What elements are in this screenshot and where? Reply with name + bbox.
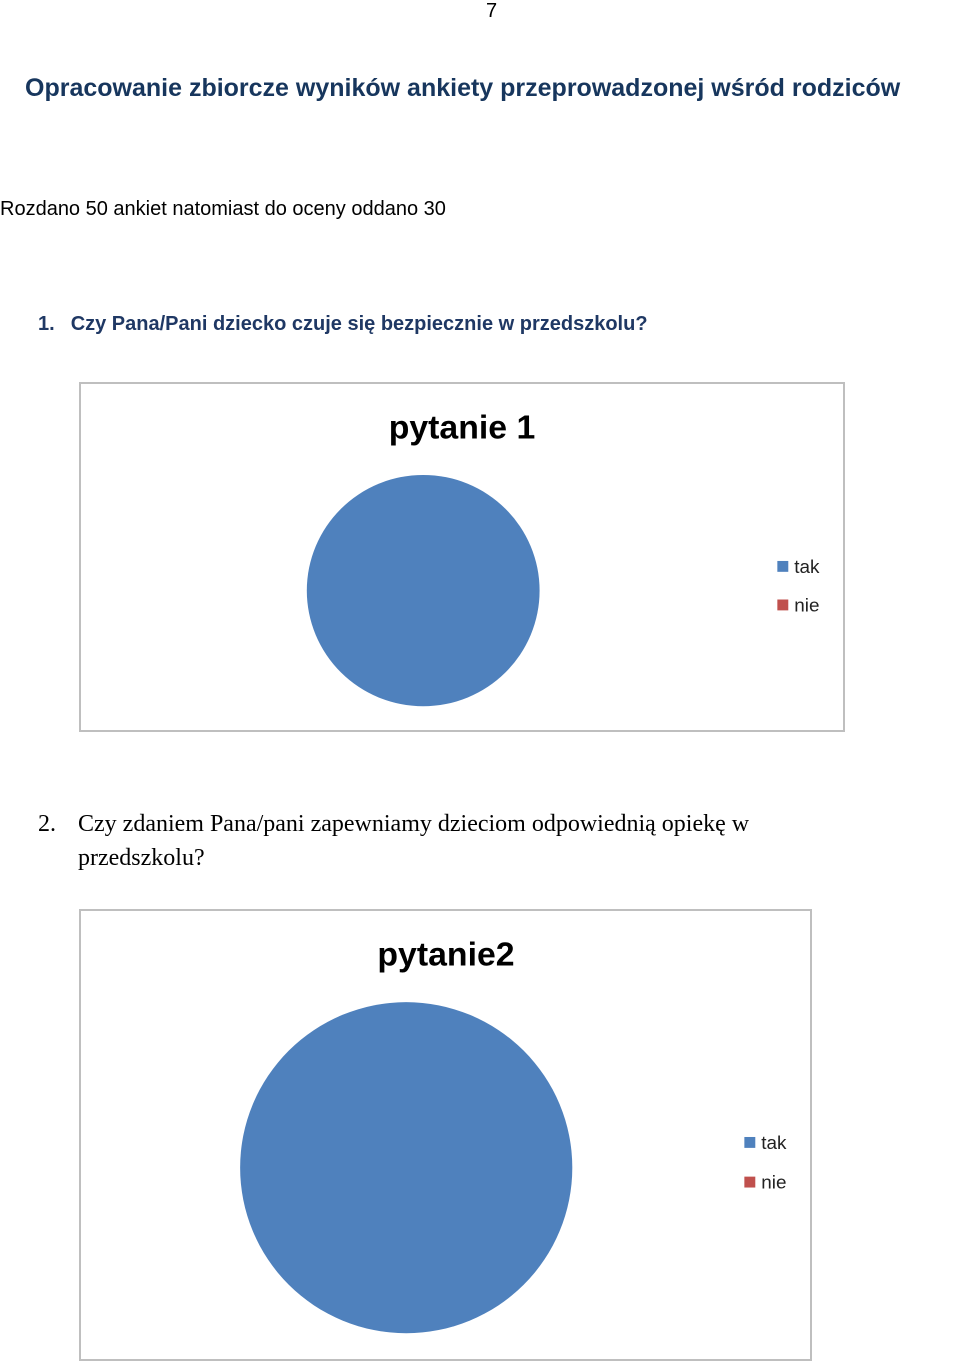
pie-slice-tak xyxy=(240,1002,572,1333)
legend-swatch-nie xyxy=(777,600,788,611)
legend-swatch-tak xyxy=(777,561,788,572)
chart-pytanie-1 xyxy=(79,382,845,732)
question-2-text-line2: przedszkolu? xyxy=(78,845,205,871)
legend-swatch-nie xyxy=(744,1177,755,1188)
question-2 xyxy=(38,807,888,875)
legend-swatch-tak xyxy=(744,1137,755,1148)
pie-chart-2-svg xyxy=(81,911,810,1359)
question-1-text: Czy Pana/Pani dziecko czuje się bezpiecznie w przedszkolu? xyxy=(70,313,648,335)
chart-1-title: pytanie 1 xyxy=(388,408,536,447)
intro-text: Rozdano 50 ankiet natomiast do oceny oddano 30 xyxy=(0,198,446,220)
page-number: 7 xyxy=(486,0,498,22)
document-title: Opracowanie zbiorcze wyników ankiety przeprowadzonej wśród rodziców xyxy=(25,74,901,102)
question-2-number: 2. xyxy=(38,811,56,837)
question-2-text-line1: Czy zdaniem Pana/pani zapewniamy dzieciom odpowiednią opiekę w xyxy=(78,811,750,837)
question-1-number: 1. xyxy=(38,313,55,335)
legend-label-tak: tak xyxy=(761,1131,787,1153)
chart-2-title: pytanie2 xyxy=(377,935,515,974)
legend-label-tak: tak xyxy=(794,555,820,577)
legend-label-nie: nie xyxy=(794,594,820,616)
chart-pytanie-2 xyxy=(79,909,812,1361)
pie-slice-tak xyxy=(307,475,540,706)
pie-chart-1-svg xyxy=(81,384,843,730)
legend-label-nie: nie xyxy=(761,1171,787,1193)
question-1 xyxy=(38,313,648,336)
